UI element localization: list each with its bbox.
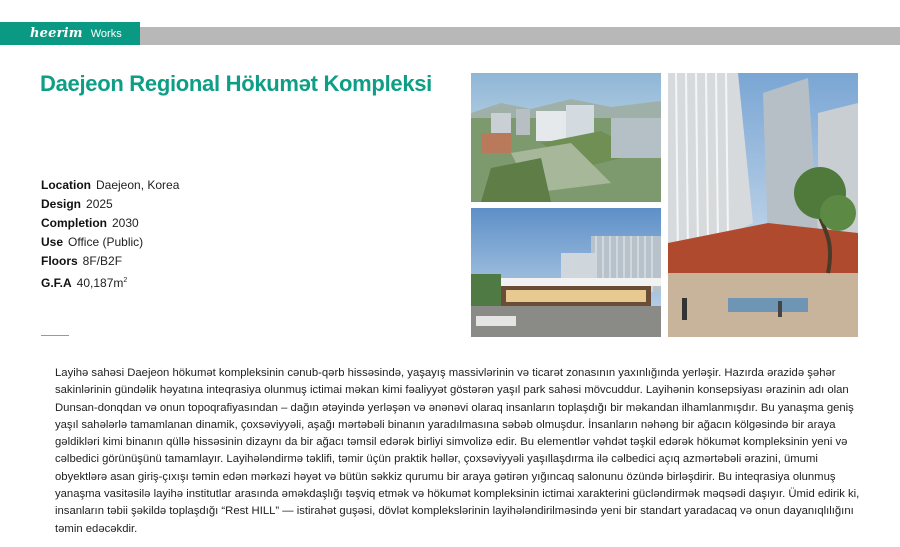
fact-gfa — [41, 271, 179, 293]
fact-label: Completion — [41, 216, 107, 230]
fact-floors — [41, 252, 179, 271]
fact-value: Office (Public) — [68, 235, 144, 249]
fact-value: 2030 — [112, 216, 139, 230]
fact-label: Floors — [41, 254, 78, 268]
courtyard-rendering-image — [668, 73, 858, 337]
fact-use — [41, 233, 179, 252]
brand-tab — [0, 22, 140, 45]
divider-line — [41, 335, 69, 336]
aerial-rendering-image — [471, 73, 661, 202]
fact-value — [77, 276, 128, 290]
fact-completion — [41, 214, 179, 233]
fact-value-number: 40,187m — [76, 276, 124, 290]
brand-logo: heerim — [30, 26, 83, 41]
fact-value: 2025 — [86, 197, 113, 211]
fact-location — [41, 176, 179, 195]
project-title: Daejeon Regional Hökumət Kompleksi — [40, 71, 432, 96]
fact-label: Location — [41, 178, 91, 192]
fact-value: 8F/B2F — [82, 254, 123, 268]
fact-value-superscript: 2 — [123, 277, 128, 284]
fact-value: Daejeon, Korea — [96, 178, 180, 192]
project-description: Layihə sahəsi Daejeon hökumət kompleksinin cənub-qərb hissəsində, yaşayış massivlərinin və ticarət zonasının yaxınlığında yerləşir. Hazırda ərazidə şəhər sakinlərinin gündəlik həyatına inteqrasiya olunmuş ictimai məkan kimi fəaliyyət göstərən yaşıl park sahəsi mövcuddur. Layihənin konsepsiyası ərazinin adı olan Dunsan-donqdan və onun topoqrafiyasından – dağın ətəyində yerləşən və ənənəvi olaraq insanların toplaşdığı bir məkandan ilhamlanmışdır. Bu yanaşma geniş yaşıl sahələrlə tamamlanan dinamik, çoxsəviyyəli, aşağı mərtəbəli binanın yaradılmasına səbəb olmuşdur. İnsanların nəhəng bir ağacın kölgəsində bir araya gəldikləri kimi binanın qüllə hissəsinin dizaynı da bir ağacı təmsil edərək birliyi simvolizə edir. Bu elementlər vəhdət təşkil edərək hökumət kompleksinin yeni və cəlbedici görünüşünü tamamlayır. Layihələndirmə təklifi, təmir üçün praktik həllər, çoxsəviyyəli yaşıllaşdırma ilə cəlbedici açıq azmərtəbəli ərazini, ümumi obyektlərə asan giriş-çıxışı təmin edən mərkəzi həyət və bütün səkkiz qurumu bir araya gətirən yığıncaq salonunu özündə birləşdirir. Bu inteqrasiya olunmuş yanaşma vasitəsilə layihə institutlar arasında əməkdaşlığı təşviq etmək və hökumət kompleksinin ictimai xarakterini gücləndirmək məqsədi daşıyır. Ümid edirik ki, insanların təbii şəkildə toplaşdığı “Rest HILL” — istirahət guşəsi, dövlət komplekslərinin layihələndirilməsində yeni bir standart yaradacaq və onun dayanıqlılığını təmin edəcəkdir. — [55, 367, 860, 535]
brand-section-label: Works — [90, 27, 122, 40]
street-rendering-image — [471, 208, 661, 337]
fact-label: G.F.A — [41, 276, 72, 290]
project-facts — [41, 176, 179, 293]
fact-design — [41, 195, 179, 214]
fact-label: Use — [41, 235, 64, 249]
fact-label: Design — [41, 197, 82, 211]
